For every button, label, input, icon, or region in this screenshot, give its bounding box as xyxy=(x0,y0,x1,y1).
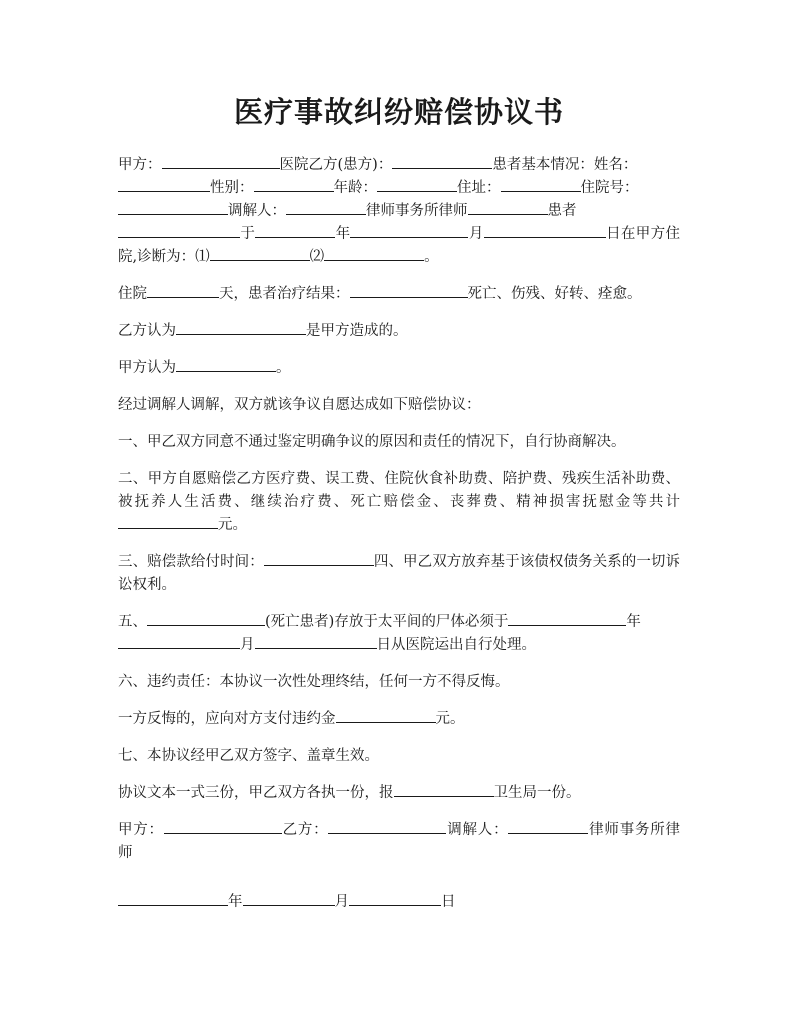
law-firm-label: 律师事务所律师 xyxy=(366,203,468,219)
removal-year-label: 年 xyxy=(626,614,641,630)
mediator-label: 调解人： xyxy=(228,203,286,219)
party-b-opinion-suffix: 是甲方造成的。 xyxy=(306,323,408,339)
clause-1: 一、甲乙双方同意不通过鉴定明确争议的原因和责任的情况下，自行协商解决。 xyxy=(118,434,626,450)
agreement-page xyxy=(118,92,680,928)
party-a-opinion-suffix: 。 xyxy=(276,360,291,376)
copies-label: 协议文本一式三份，甲乙双方各执一份，报 xyxy=(118,785,394,801)
clause-7: 七、本协议经甲乙双方签字、盖章生效。 xyxy=(118,748,379,764)
period: 。 xyxy=(424,249,439,265)
result-label: 天，患者治疗结果： xyxy=(219,286,350,302)
removal-month-label: 月 xyxy=(240,637,255,653)
penalty-clause xyxy=(118,708,680,731)
penalty-unit: 元。 xyxy=(435,711,465,727)
sign-year-label: 年 xyxy=(228,894,243,910)
removal-day-blank[interactable] xyxy=(255,634,377,649)
patient-name-blank[interactable] xyxy=(118,177,210,192)
party-b-opinion-label: 乙方认为 xyxy=(118,323,176,339)
sign-day-blank[interactable] xyxy=(349,891,441,906)
age-blank[interactable] xyxy=(377,177,457,192)
hospital-no-blank[interactable] xyxy=(118,200,228,215)
hospital-no-label: 住院号： xyxy=(580,180,639,196)
patient-blank[interactable] xyxy=(118,223,240,238)
clause-3-4 xyxy=(118,551,680,597)
diagnosis-2-blank[interactable] xyxy=(324,246,424,261)
diagnosis-1-blank[interactable] xyxy=(210,246,310,261)
yu-label: 于 xyxy=(240,226,256,242)
sign-law-firm-label: 律师事务所律师 xyxy=(118,822,681,861)
party-a-opinion-blank[interactable] xyxy=(176,357,276,372)
sign-month-label: 月 xyxy=(334,894,349,910)
clause-5-suffix: 日从医院运出自行处理。 xyxy=(376,637,536,653)
parties-section xyxy=(118,154,680,269)
sign-party-b-label: 乙方： xyxy=(281,822,329,838)
sign-party-a-blank[interactable] xyxy=(164,819,282,834)
address-label: 住址： xyxy=(457,180,501,196)
party-b-opinion xyxy=(118,320,680,343)
clause-6: 六、违约责任：本协议一次性处理终结，任何一方不得反悔。 xyxy=(118,674,510,690)
party-b-label: 医院乙方(患方)： xyxy=(279,157,393,173)
patient-info-label: 患者基本情况：姓名： xyxy=(492,157,638,173)
diagnosis-2-label: ⑵ xyxy=(309,249,325,265)
admit-day-blank[interactable] xyxy=(484,223,606,238)
lawyer-blank[interactable] xyxy=(468,200,548,215)
party-b-blank[interactable] xyxy=(392,154,492,169)
party-a-opinion-label: 甲方认为 xyxy=(118,360,176,376)
diagnosis-1-label: ⑴ xyxy=(195,249,210,265)
sign-month-blank[interactable] xyxy=(243,891,335,906)
admit-month-blank[interactable] xyxy=(350,223,468,238)
clause-2-unit: 元。 xyxy=(218,517,247,533)
total-amount-blank[interactable] xyxy=(118,514,218,529)
copies-clause xyxy=(118,782,680,805)
mediation-intro: 经过调解人调解，双方就该争议自愿达成如下赔偿协议： xyxy=(118,397,481,413)
health-bureau-blank[interactable] xyxy=(394,782,494,797)
clause-4-text: 四、甲乙双方放弃基于该债权债务关系的一切诉讼权利。 xyxy=(118,554,681,593)
gender-label: 性别： xyxy=(210,180,254,196)
party-b-opinion-blank[interactable] xyxy=(176,320,306,335)
days-blank[interactable] xyxy=(147,283,219,298)
mediator-blank[interactable] xyxy=(286,200,366,215)
deceased-name-blank[interactable] xyxy=(147,611,265,626)
sign-year-blank[interactable] xyxy=(118,891,228,906)
sign-party-a-label: 甲方： xyxy=(118,822,164,838)
signature-date xyxy=(118,891,680,914)
payment-time-label: 三、赔偿款给付时间： xyxy=(118,554,264,570)
penalty-label: 一方反悔的，应向对方支付违约金 xyxy=(118,711,336,727)
age-label: 年龄： xyxy=(333,180,377,196)
sign-day-label: 日 xyxy=(441,894,456,910)
gender-blank[interactable] xyxy=(254,177,334,192)
penalty-amount-blank[interactable] xyxy=(336,708,436,723)
party-a-label: 甲方： xyxy=(118,157,162,173)
sign-party-b-blank[interactable] xyxy=(328,819,446,834)
clause-2 xyxy=(118,468,680,537)
result-blank[interactable] xyxy=(350,283,468,298)
clause-5-prefix: 五、 xyxy=(118,614,147,630)
clause-5 xyxy=(118,611,680,657)
admit-year-blank[interactable] xyxy=(255,223,335,238)
patient-label: 患者 xyxy=(547,203,577,219)
signature-line xyxy=(118,819,680,865)
outcomes-text: 死亡、伤残、好转、痊愈。 xyxy=(467,286,642,302)
treatment-result xyxy=(118,283,680,306)
sign-mediator-blank[interactable] xyxy=(508,819,588,834)
payment-time-blank[interactable] xyxy=(264,551,374,566)
admit-diagnosis-label: 日在甲方住院,诊断为： xyxy=(118,226,681,265)
month-label: 月 xyxy=(468,226,484,242)
year-label: 年 xyxy=(335,226,351,242)
admit-label: 住院 xyxy=(118,286,147,302)
address-blank[interactable] xyxy=(501,177,581,192)
sign-mediator-label: 调解人： xyxy=(446,822,509,838)
removal-year-blank[interactable] xyxy=(508,611,626,626)
party-a-opinion xyxy=(118,357,680,380)
document-title: 医疗事故纠纷赔偿协议书 xyxy=(233,95,564,129)
copies-suffix: 卫生局一份。 xyxy=(493,785,581,801)
party-a-blank[interactable] xyxy=(162,154,280,169)
clause-2-text: 二、甲方自愿赔偿乙方医疗费、误工费、住院伙食补助费、陪护费、残疾生活补助费、被抚养人生活费、继续治疗费、死亡赔偿金、丧葬费、精神损害抚慰金等共计 xyxy=(118,471,680,510)
removal-month-blank[interactable] xyxy=(118,634,240,649)
clause-5-mid: (死亡患者)存放于太平间的尸体必须于 xyxy=(265,614,509,630)
